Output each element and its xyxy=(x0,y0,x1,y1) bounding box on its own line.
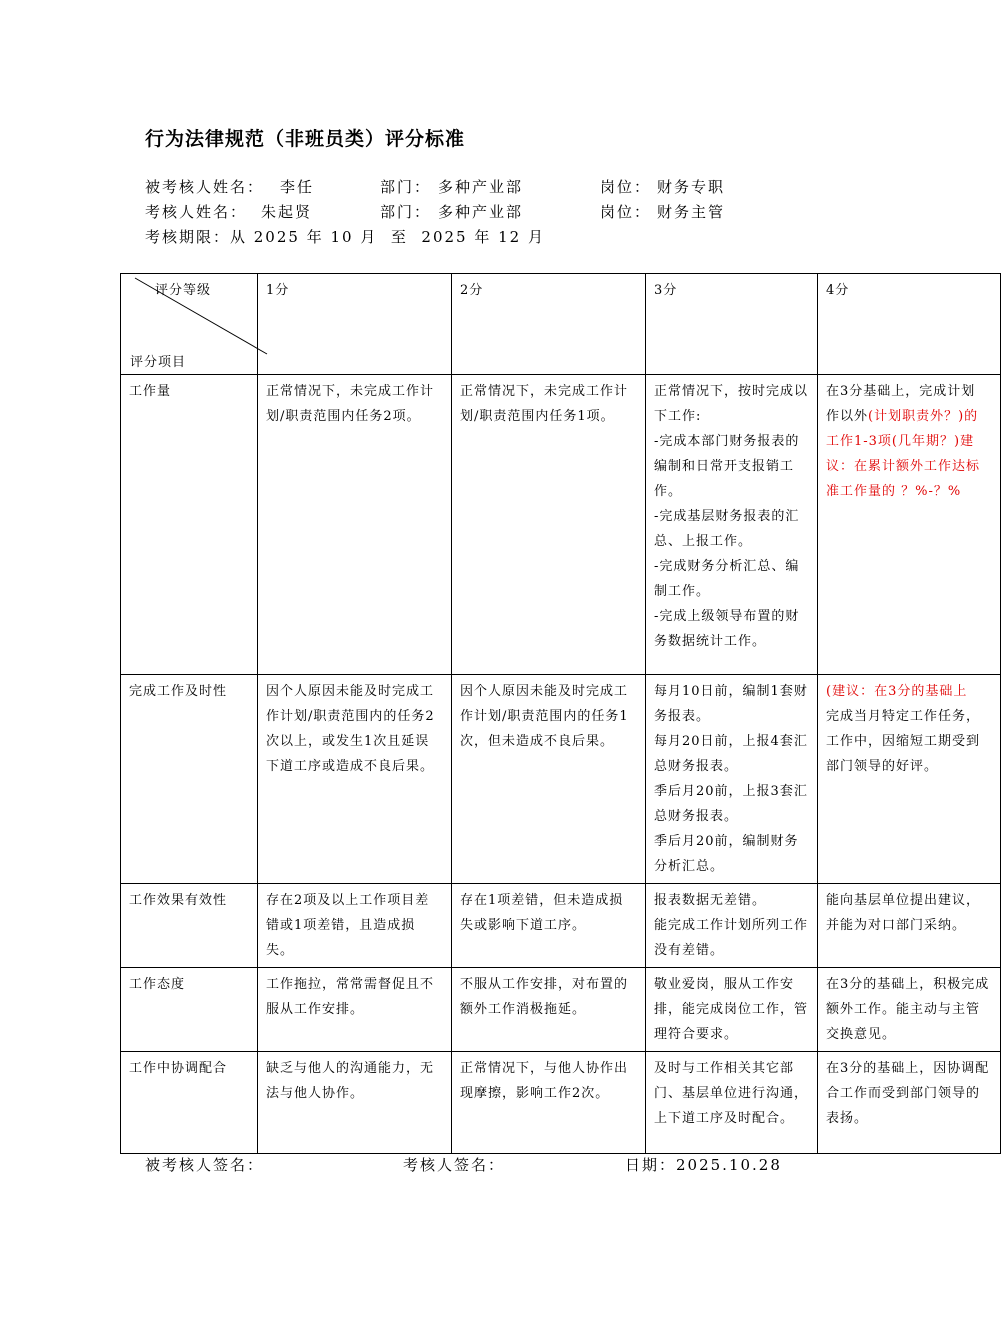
corner-cell xyxy=(121,274,258,375)
grade-4-cell: 在3分的基础上，积极完成额外工作。能主动与主管交换意见。 xyxy=(818,968,1001,1052)
scoring-table xyxy=(120,273,1001,1154)
assessee-name: 李任 xyxy=(280,178,315,196)
sign-date: 日期：2025.10.28 xyxy=(625,1156,782,1174)
grade-3-text: 每月20日前，上报4套汇总财务报表。 xyxy=(654,734,808,774)
grade-1-cell: 缺乏与他人的沟通能力，无法与他人协作。 xyxy=(258,1052,452,1154)
grade-3-text: 正常情况下，按时完成以下工作: xyxy=(654,384,809,424)
table-row xyxy=(121,884,1001,968)
grade-2-cell: 因个人原因未能及时完成工作计划/职责范围内的任务1次，但未造成不良后果。 xyxy=(452,675,646,884)
assessee-dept-label: 部门： xyxy=(380,178,432,196)
grade-2-cell: 存在1项差错，但未造成损失或影响下道工序。 xyxy=(452,884,646,968)
grade-3-cell xyxy=(646,968,818,1052)
assessor-name: 朱起贤 xyxy=(261,203,313,221)
row-item: 工作态度 xyxy=(121,968,258,1052)
assessee-dept: 多种产业部 xyxy=(438,178,524,196)
assessor-dept: 多种产业部 xyxy=(438,203,524,221)
assessee-signature-label: 被考核人签名： xyxy=(145,1156,265,1174)
grade-3-text: -完成财务分析汇总、编制工作。 xyxy=(654,559,800,599)
grade-1-cell: 工作拖拉，常常需督促且不服从工作安排。 xyxy=(258,968,452,1052)
grade-3-cell xyxy=(646,884,818,968)
grade-2-cell: 正常情况下，未完成工作计划/职责范围内任务1项。 xyxy=(452,375,646,675)
grade-2-cell: 不服从工作安排，对布置的额外工作消极拖延。 xyxy=(452,968,646,1052)
assessor-label: 考核人姓名： xyxy=(145,203,248,221)
grade-4-cell: 能向基层单位提出建议，并能为对口部门采纳。 xyxy=(818,884,1001,968)
grade-3-text: 敬业爱岗，服从工作安排，能完成岗位工作，管理符合要求。 xyxy=(654,977,809,1042)
grade-header: 3分 xyxy=(646,274,818,375)
grade-4-text: 在3分基础上，完成计划 xyxy=(826,384,976,399)
grade-4-cell: 在3分的基础上，因协调配合工作而受到部门领导的表扬。 xyxy=(818,1052,1001,1154)
table-row xyxy=(121,675,1001,884)
scoring-table-container xyxy=(120,273,990,1126)
assessor-post-label: 岗位： xyxy=(600,203,652,221)
grade-3-text: 季后月20前，编制财务分析汇总。 xyxy=(654,834,799,874)
grade-3-text: 报表数据无差错。 xyxy=(654,893,767,908)
grade-1-cell: 因个人原因未能及时完成工作计划/职责范围内的任务2次以上，或发生1次且延误下道工序或造成不良后果。 xyxy=(258,675,452,884)
row-item: 工作量 xyxy=(121,375,258,675)
assessee-post-label: 岗位： xyxy=(600,178,652,196)
grade-3-text: -完成本部门财务报表的编制和日常开支报销工作。 xyxy=(654,434,800,499)
grade-3-text: 每月10日前，编制1套财务报表。 xyxy=(654,684,808,724)
row-item: 工作中协调配合 xyxy=(121,1052,258,1154)
table-header-row xyxy=(121,274,1001,375)
grade-1-cell: 正常情况下，未完成工作计划/职责范围内任务2项。 xyxy=(258,375,452,675)
grade-2-cell: 正常情况下，与他人协作出现摩擦，影响工作2次。 xyxy=(452,1052,646,1154)
assessor-post: 财务主管 xyxy=(657,203,726,221)
grade-3-text: -完成基层财务报表的汇总、上报工作。 xyxy=(654,509,800,549)
table-row xyxy=(121,968,1001,1052)
grade-4-cell xyxy=(818,675,1001,884)
grade-3-text: 及时与工作相关其它部门、基层单位进行沟通，上下道工序及时配合。 xyxy=(654,1061,809,1126)
assessor-dept-label: 部门： xyxy=(380,203,432,221)
grade-header: 1分 xyxy=(258,274,452,375)
assessor-signature-label: 考核人签名： xyxy=(403,1156,506,1174)
row-item: 完成工作及时性 xyxy=(121,675,258,884)
grade-4-text: 完成当月特定工作任务，工作中，因缩短工期受到部门领导的好评。 xyxy=(826,709,981,774)
grade-header: 4分 xyxy=(818,274,1001,375)
grade-4-cell xyxy=(818,375,1001,675)
table-row xyxy=(121,1052,1001,1154)
assessment-period: 考核期限：从 2025 年 10 月 至 2025 年 12 月 xyxy=(145,228,545,246)
grade-header: 2分 xyxy=(452,274,646,375)
grade-3-text: -完成上级领导布置的财务数据统计工作。 xyxy=(654,609,800,649)
grade-axis-label: 评分等级 xyxy=(155,283,212,298)
grade-4-suggestion: (建议：在3分的基础上 xyxy=(826,684,968,699)
assessee-label: 被考核人姓名： xyxy=(145,178,265,196)
grade-4-suggestion: (计划职责外？)的工作1-3项(几年期？)建议：在累计额外工作达标准工作量的 ？%-？% xyxy=(826,409,981,499)
grade-3-text: 能完成工作计划所列工作没有差错。 xyxy=(654,918,809,958)
item-axis-label: 评分项目 xyxy=(130,355,187,370)
grade-3-cell xyxy=(646,375,818,675)
page-title: 行为法律规范（非班员类）评分标准 xyxy=(145,128,466,150)
assessee-post: 财务专职 xyxy=(657,178,726,196)
grade-4-text: 作以外 xyxy=(826,409,869,424)
row-item: 工作效果有效性 xyxy=(121,884,258,968)
grade-3-text: 季后月20前，上报3套汇总财务报表。 xyxy=(654,784,808,824)
grade-3-cell xyxy=(646,675,818,884)
grade-1-cell: 存在2项及以上工作项目差错或1项差错，且造成损失。 xyxy=(258,884,452,968)
table-row xyxy=(121,375,1001,675)
grade-3-cell xyxy=(646,1052,818,1154)
